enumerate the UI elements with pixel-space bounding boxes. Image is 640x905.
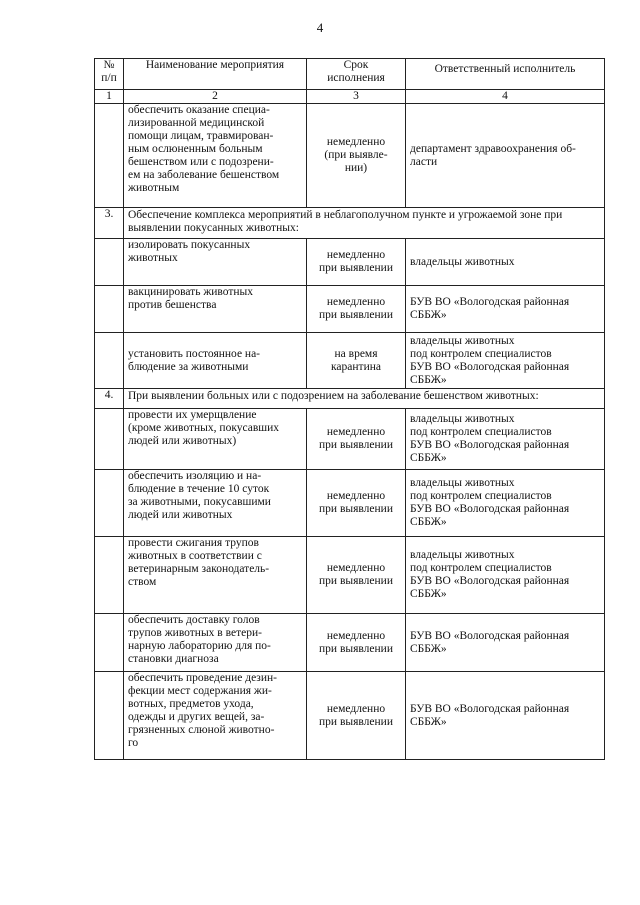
header-num: № п/п: [95, 59, 124, 90]
row-responsible: БУВ ВО «Вологодская районная СББЖ»: [406, 672, 605, 760]
index-cell: 4: [406, 90, 605, 104]
row-responsible: департамент здравоохранения об- ласти: [406, 104, 605, 208]
row-action: обеспечить оказание специа- лизированной медицинской помощи лицам, травмирован- ным ослюненным больным бешенством или с подозрени- ем на заболевание бешенством животным: [124, 104, 307, 208]
row-num: [95, 672, 124, 760]
row-responsible: БУВ ВО «Вологодская районная СББЖ»: [406, 614, 605, 672]
row-responsible: владельцы животных под контролем специалистов БУВ ВО «Вологодская районная СББЖ»: [406, 409, 605, 470]
row-action: вакцинировать животных против бешенства: [124, 286, 307, 333]
row-num: [95, 537, 124, 614]
row-num: [95, 470, 124, 537]
row-term: немедленно при выявлении: [307, 537, 406, 614]
table-row: [95, 286, 605, 333]
row-responsible: владельцы животных под контролем специалистов БУВ ВО «Вологодская районная СББЖ»: [406, 333, 605, 389]
row-num: [95, 614, 124, 672]
header-responsible: Ответственный исполнитель: [406, 59, 605, 90]
table-row: [95, 409, 605, 470]
row-term: немедленно при выявлении: [307, 409, 406, 470]
row-num: [95, 333, 124, 389]
index-cell: 2: [124, 90, 307, 104]
section-title: Обеспечение комплекса мероприятий в неблагополучном пункте и угрожаемой зоне при выявлении покусанных животных:: [124, 208, 605, 239]
row-action: обеспечить изоляцию и на- блюдение в течение 10 суток за животными, покусавшими людей или животных: [124, 470, 307, 537]
row-term: на время карантина: [307, 333, 406, 389]
row-responsible: владельцы животных под контролем специалистов БУВ ВО «Вологодская районная СББЖ»: [406, 470, 605, 537]
column-index-row: [95, 90, 605, 104]
row-term: немедленно при выявлении: [307, 672, 406, 760]
row-term: немедленно при выявлении: [307, 470, 406, 537]
row-term: немедленно при выявлении: [307, 239, 406, 286]
section-num: 3.: [95, 208, 124, 239]
table-row: [95, 104, 605, 208]
row-action: обеспечить доставку голов трупов животных в ветери- нарную лабораторию для по- становки диагноза: [124, 614, 307, 672]
row-term: немедленно при выявлении: [307, 614, 406, 672]
table-row: [95, 614, 605, 672]
table-row: [95, 470, 605, 537]
row-action: провести их умерщвление (кроме животных, покусавших людей или животных): [124, 409, 307, 470]
row-num: [95, 286, 124, 333]
table-row: [95, 672, 605, 760]
row-responsible: БУВ ВО «Вологодская районная СББЖ»: [406, 286, 605, 333]
row-responsible: владельцы животных: [406, 239, 605, 286]
row-num: [95, 409, 124, 470]
table-row: [95, 333, 605, 389]
row-num: [95, 104, 124, 208]
row-action: установить постоянное на- блюдение за животными: [124, 333, 307, 389]
row-term: немедленно при выявлении: [307, 286, 406, 333]
header-term: Срок исполнения: [307, 59, 406, 90]
section-3-header: [95, 208, 605, 239]
row-action: изолировать покусанных животных: [124, 239, 307, 286]
index-cell: 3: [307, 90, 406, 104]
section-num: 4.: [95, 389, 124, 409]
row-num: [95, 239, 124, 286]
measures-table: [94, 58, 605, 760]
row-responsible: владельцы животных под контролем специалистов БУВ ВО «Вологодская районная СББЖ»: [406, 537, 605, 614]
row-action: обеспечить проведение дезин- фекции мест содержания жи- вотных, предметов ухода, одежды и других вещей, за- грязненных слюной животно- го: [124, 672, 307, 760]
row-action: провести сжигания трупов животных в соответствии с ветеринарным законодатель- ством: [124, 537, 307, 614]
header-name: Наименование мероприятия: [124, 59, 307, 90]
index-cell: 1: [95, 90, 124, 104]
row-term: немедленно (при выявле- нии): [307, 104, 406, 208]
section-title: При выявлении больных или с подозрением на заболевание бешенством животных:: [124, 389, 605, 409]
section-4-header: [95, 389, 605, 409]
table-row: [95, 239, 605, 286]
table-row: [95, 537, 605, 614]
page-number: 4: [316, 20, 324, 35]
table-header-row: [95, 59, 605, 90]
